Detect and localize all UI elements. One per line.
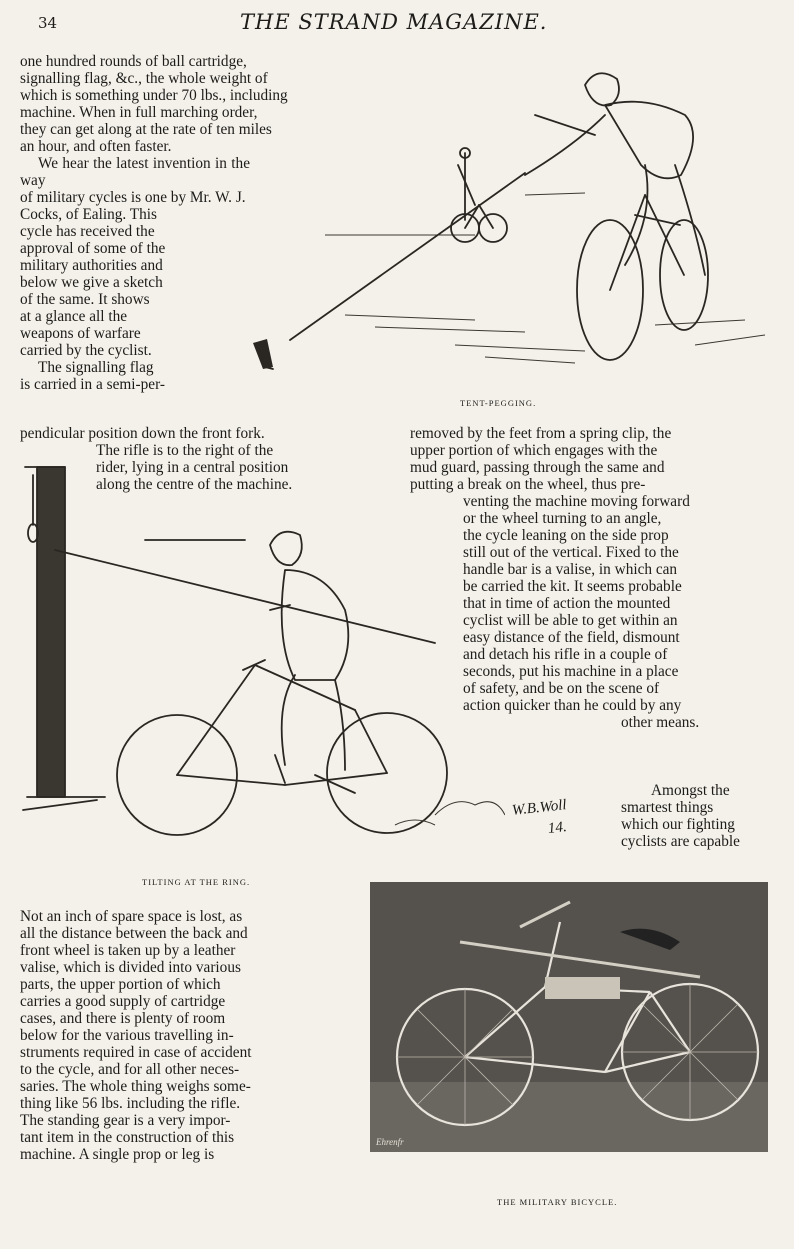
text-line: upper portion of which engages with the [410,442,658,459]
text-other-means: other means. [621,714,700,731]
text-line: smartest things [621,799,714,816]
text-line: The standing gear is a very impor- [20,1112,231,1129]
text-line: cyclists are capable [621,833,740,850]
artist-signature: W.B.Woll [511,797,568,819]
paragraph-prop-indent [463,493,773,714]
text-line: of safety, and be on the scene of [463,680,660,697]
text-line: Cocks, of Ealing. This [20,206,157,223]
text-line: carried by the cyclist. [20,342,152,359]
text-line: one hundred rounds of ball cartridge, [20,53,247,70]
text-line: and detach his rifle in a couple of [463,646,668,663]
text-line: parts, the upper portion of which [20,976,221,993]
text-line: carries a good supply of cartridge [20,993,226,1010]
text-line: be carried the kit. It seems probable [463,578,682,595]
text-line: signalling flag, &c., the whole weight of [20,70,268,87]
text-line: military authorities and [20,257,163,274]
text-line: approval of some of the [20,240,166,257]
text-line: We hear the latest invention in the way [20,155,250,189]
text-line: valise, which is divided into various [20,959,241,976]
text-line: which is something under 70 lbs., including [20,87,288,104]
text-line: handle bar is a valise, in which can [463,561,678,578]
tent-pegging-illustration [225,45,785,395]
text-line: of the same. It shows [20,291,150,308]
running-title: THE STRAND MAGAZINE. [240,10,548,34]
tilting-post [23,467,105,810]
text-line: Amongst the [651,782,730,799]
text-line: they can get along at the rate of ten miles [20,121,272,138]
paragraph-amongst [621,782,773,850]
distant-rider-figure [451,148,507,242]
text-line: easy distance of the field, dismount [463,629,680,646]
text-line: below for the various travelling in- [20,1027,234,1044]
text-line: venting the machine moving forward [463,493,690,510]
artist-signature-year: 14. [547,819,568,837]
text-line: action quicker than he could by any [463,697,682,714]
text-line: cases, and there is plenty of room [20,1010,226,1027]
text-line: an hour, and often faster. [20,138,172,155]
text-line: The rifle is to the right of the [96,442,274,459]
text-line: cycle has received the [20,223,155,240]
text-line: tant item in the construction of this [20,1129,235,1146]
text-line: along the centre of the machine. [96,476,293,493]
text-line: putting a break on the wheel, thus pre- [410,476,646,493]
text-line: removed by the feet from a spring clip, the [410,425,672,442]
text-line: at a glance all the [20,308,128,325]
tilting-at-ring-illustration [15,455,505,875]
photo-signature: Ehrenfr [376,1137,404,1147]
text-line: rider, lying in a central position [96,459,289,476]
military-bicycle-photo [370,882,768,1152]
text-line: pendicular position down the front fork. [20,425,265,442]
text-line: Not an inch of spare space is lost, as [20,908,243,925]
text-line: is carried in a semi-per- [20,376,165,393]
text-line: that in time of action the mounted [463,595,671,612]
tilting-rider-figure [270,532,355,793]
text-line: mud guard, passing through the same and [410,459,665,476]
text-line: thing like 56 lbs. including the rifle. [20,1095,241,1112]
text-line: or the wheel turning to an angle, [463,510,662,527]
text-line: cyclist will be able to get within an [463,612,678,629]
text-line: which our fighting [621,816,735,833]
text-line: struments required in case of accident [20,1044,252,1061]
text-line: weapons of warfare [20,325,141,342]
paragraph-invention-narrow [20,206,214,393]
text-line: The signalling flag [38,359,154,376]
military-bicycle-drawing [370,882,768,1152]
paragraph-invention [20,155,250,206]
paragraph-space [20,908,350,1163]
tent-pegging-rider-figure [525,73,708,360]
caption-military-bicycle: THE MILITARY BICYCLE. [497,1197,618,1207]
text-line: below we give a sketch [20,274,163,291]
text-line: of military cycles is one by Mr. W. J. [20,189,246,206]
text-line: all the distance between the back and [20,925,248,942]
caption-tent-pegging: TENT-PEGGING. [460,398,537,408]
paragraph-flag [20,425,382,442]
text-line: machine. When in full marching order, [20,104,258,121]
caption-tilting: TILTING AT THE RING. [142,877,251,887]
text-line: the cycle leaning on the side prop [463,527,669,544]
text-line: saries. The whole thing weighs some- [20,1078,251,1095]
text-line: machine. A single prop or leg is [20,1146,215,1163]
text-line: still out of the vertical. Fixed to the [463,544,679,561]
text-line: seconds, put his machine in a place [463,663,679,680]
text-line: to the cycle, and for all other neces- [20,1061,240,1078]
page-number: 34 [38,14,58,32]
text-line: front wheel is taken up by a leather [20,942,236,959]
